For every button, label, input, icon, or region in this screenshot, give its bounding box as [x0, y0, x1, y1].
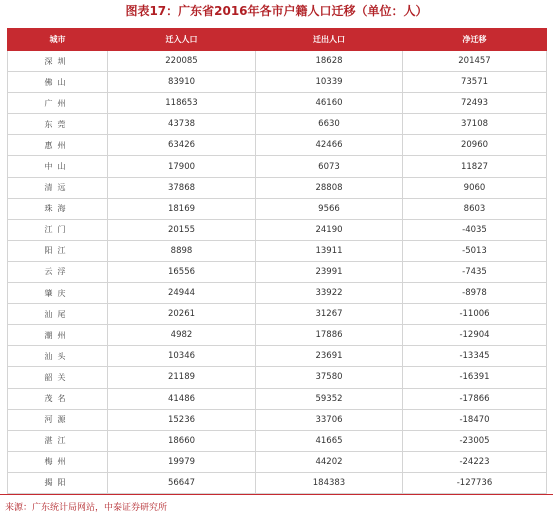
source-note: 来源：广东统计局网站，中泰证券研究所 [5, 503, 168, 513]
cell-in-migration: 10346 [108, 346, 256, 367]
cell-net-migration: 72493 [403, 93, 547, 114]
table-row [8, 135, 547, 156]
cell-out-migration: 33922 [256, 283, 403, 304]
cell-out-migration: 37580 [256, 367, 403, 388]
cell-out-migration: 46160 [256, 93, 403, 114]
cell-city: 佛山 [8, 72, 108, 93]
migration-table-container [7, 28, 546, 494]
table-row [8, 51, 547, 72]
cell-in-migration: 24944 [108, 283, 256, 304]
cell-net-migration: 20960 [403, 135, 547, 156]
cell-out-migration: 9566 [256, 198, 403, 219]
cell-in-migration: 4982 [108, 325, 256, 346]
cell-in-migration: 19979 [108, 451, 256, 472]
cell-net-migration: -7435 [403, 261, 547, 282]
table-row [8, 451, 547, 472]
cell-out-migration: 10339 [256, 72, 403, 93]
table-row [8, 219, 547, 240]
cell-city: 东莞 [8, 114, 108, 135]
cell-net-migration: -18470 [403, 409, 547, 430]
cell-out-migration: 23691 [256, 346, 403, 367]
cell-out-migration: 28808 [256, 177, 403, 198]
cell-city: 中山 [8, 156, 108, 177]
cell-net-migration: -17866 [403, 388, 547, 409]
table-row [8, 240, 547, 261]
table-row [8, 93, 547, 114]
cell-in-migration: 63426 [108, 135, 256, 156]
migration-table [7, 28, 547, 494]
cell-city: 河源 [8, 409, 108, 430]
header-net-migration: 净迁移 [403, 29, 547, 51]
cell-in-migration: 18660 [108, 430, 256, 451]
cell-net-migration: 37108 [403, 114, 547, 135]
cell-in-migration: 83910 [108, 72, 256, 93]
cell-net-migration: 9060 [403, 177, 547, 198]
cell-in-migration: 20261 [108, 304, 256, 325]
cell-city: 梅州 [8, 451, 108, 472]
table-row [8, 409, 547, 430]
cell-city: 肇庆 [8, 283, 108, 304]
cell-net-migration: 201457 [403, 51, 547, 72]
cell-net-migration: -4035 [403, 219, 547, 240]
cell-out-migration: 23991 [256, 261, 403, 282]
cell-in-migration: 43738 [108, 114, 256, 135]
table-row [8, 388, 547, 409]
cell-out-migration: 41665 [256, 430, 403, 451]
cell-city: 汕尾 [8, 304, 108, 325]
cell-city: 韶关 [8, 367, 108, 388]
table-header-row [8, 29, 547, 51]
cell-out-migration: 6630 [256, 114, 403, 135]
table-row [8, 346, 547, 367]
cell-net-migration: 11827 [403, 156, 547, 177]
cell-out-migration: 31267 [256, 304, 403, 325]
cell-city: 珠海 [8, 198, 108, 219]
cell-out-migration: 184383 [256, 472, 403, 493]
cell-in-migration: 20155 [108, 219, 256, 240]
cell-in-migration: 21189 [108, 367, 256, 388]
cell-net-migration: -13345 [403, 346, 547, 367]
cell-city: 茂名 [8, 388, 108, 409]
cell-in-migration: 41486 [108, 388, 256, 409]
table-row [8, 304, 547, 325]
cell-in-migration: 17900 [108, 156, 256, 177]
table-row [8, 325, 547, 346]
cell-in-migration: 118653 [108, 93, 256, 114]
cell-city: 云浮 [8, 261, 108, 282]
table-title: 图表17：广东省2016年各市户籍人口迁移（单位：人） [125, 4, 428, 18]
table-row [8, 198, 547, 219]
cell-in-migration: 56647 [108, 472, 256, 493]
cell-net-migration: -12904 [403, 325, 547, 346]
cell-city: 惠州 [8, 135, 108, 156]
header-out-migration: 迁出人口 [256, 29, 403, 51]
table-row [8, 367, 547, 388]
cell-net-migration: -127736 [403, 472, 547, 493]
cell-in-migration: 18169 [108, 198, 256, 219]
cell-in-migration: 37868 [108, 177, 256, 198]
table-body [8, 51, 547, 494]
cell-in-migration: 16556 [108, 261, 256, 282]
cell-net-migration: -16391 [403, 367, 547, 388]
table-row [8, 156, 547, 177]
cell-out-migration: 17886 [256, 325, 403, 346]
table-row [8, 72, 547, 93]
table-row [8, 430, 547, 451]
table-row [8, 472, 547, 493]
cell-out-migration: 13911 [256, 240, 403, 261]
cell-out-migration: 33706 [256, 409, 403, 430]
cell-city: 阳江 [8, 240, 108, 261]
cell-out-migration: 44202 [256, 451, 403, 472]
table-row [8, 261, 547, 282]
cell-net-migration: -23005 [403, 430, 547, 451]
cell-out-migration: 59352 [256, 388, 403, 409]
cell-city: 潮州 [8, 325, 108, 346]
cell-city: 汕头 [8, 346, 108, 367]
cell-net-migration: 73571 [403, 72, 547, 93]
table-row [8, 114, 547, 135]
cell-in-migration: 15236 [108, 409, 256, 430]
cell-city: 揭阳 [8, 472, 108, 493]
cell-net-migration: -24223 [403, 451, 547, 472]
cell-out-migration: 24190 [256, 219, 403, 240]
cell-city: 广州 [8, 93, 108, 114]
cell-in-migration: 220085 [108, 51, 256, 72]
cell-out-migration: 6073 [256, 156, 403, 177]
cell-out-migration: 18628 [256, 51, 403, 72]
table-row [8, 283, 547, 304]
cell-net-migration: -5013 [403, 240, 547, 261]
cell-city: 深圳 [8, 51, 108, 72]
cell-net-migration: -8978 [403, 283, 547, 304]
bottom-divider [0, 494, 553, 495]
table-row [8, 177, 547, 198]
cell-out-migration: 42466 [256, 135, 403, 156]
cell-net-migration: 8603 [403, 198, 547, 219]
cell-city: 湛江 [8, 430, 108, 451]
cell-city: 江门 [8, 219, 108, 240]
header-city: 城市 [8, 29, 108, 51]
cell-in-migration: 8898 [108, 240, 256, 261]
header-in-migration: 迁入人口 [108, 29, 256, 51]
cell-city: 清远 [8, 177, 108, 198]
cell-net-migration: -11006 [403, 304, 547, 325]
